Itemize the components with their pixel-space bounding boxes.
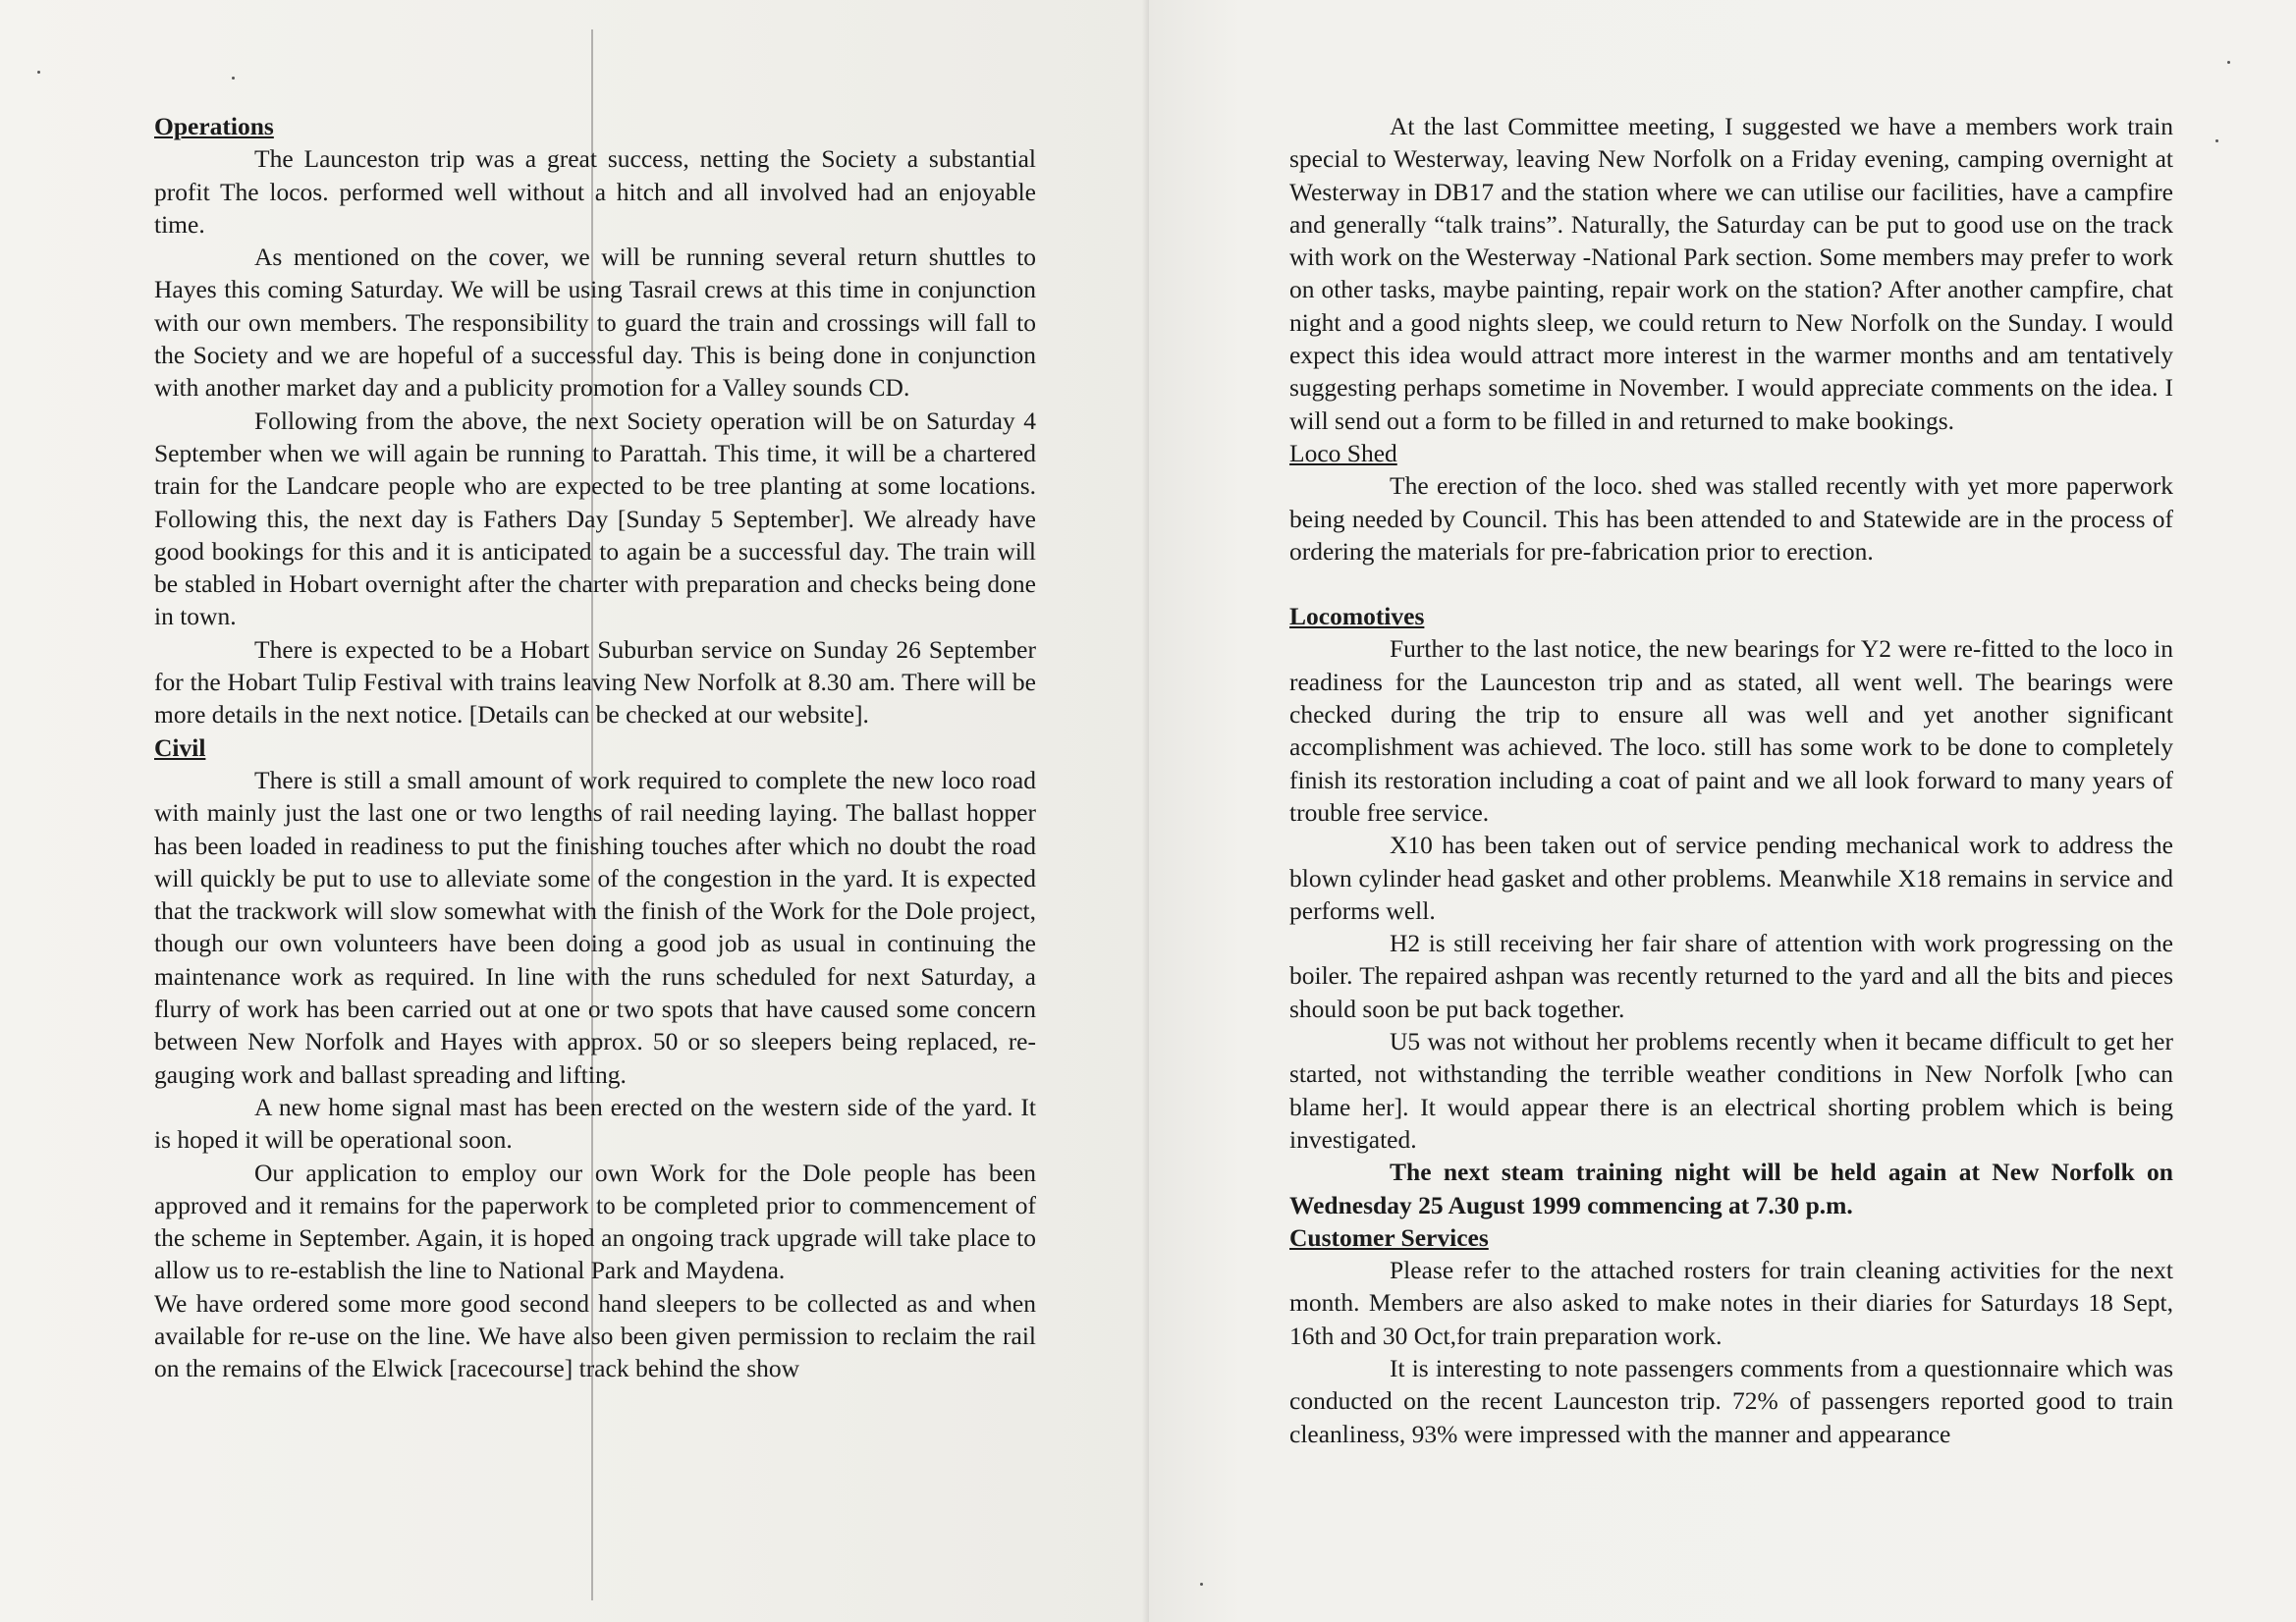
- section-gap: [1289, 568, 2173, 600]
- civil-paragraph: A new home signal mast has been erected on the western side of the yard. It is hoped it will be operational soon.: [154, 1092, 1036, 1155]
- operations-heading: Operations: [154, 112, 274, 140]
- civil-paragraph: There is still a small amount of work required to complete the new loco road with mainly just the last one or two lengths of rail needing laying. The ballast hopper has been loaded in readiness to put the finishing touches after which no doubt the road will quickly be put to use to alleviate some of the congestion in the yard. It is expected that the trackwork will slow somewhat with the finish of the Work for the Dole project, though our own volunteers have been doing a good job as usual in continuing the maintenance work as required. In line with the runs scheduled for next Saturday, a flurry of work has been carried out at one or two spots that have caused some concern between New Norfolk and Hayes with approx. 50 or so sleepers being replaced, re-gauging work and ballast spreading and lifting.: [154, 765, 1036, 1089]
- civil-closing-paragraph: We have ordered some more good second hand sleepers to be collected as and when available for re-use on the line. We have also been given permission to reclaim the rail on the remains of the Elwick [racecourse] track behind the show: [154, 1288, 1036, 1383]
- loco-shed-paragraph: The erection of the loco. shed was stalled recently with yet more paperwork being needed by Council. This has been attended to and Statewide are in the process of ordering the materials for pre-fabrication prior to erection.: [1289, 471, 2173, 566]
- locomotives-paragraph: U5 was not without her problems recently when it became difficult to get her started, not withstanding the terrible weather conditions in New Norfolk [who can blame her]. It would appear there is an electrical shorting problem which is being investigated.: [1289, 1027, 2173, 1154]
- customer-services-paragraph: Please refer to the attached rosters for train cleaning activities for the next month. Members are also asked to make notes in their diaries for Saturdays 18 Sept, 16th and 30 Oct,for train preparation work.: [1289, 1256, 2173, 1350]
- locomotives-heading: Locomotives: [1289, 602, 1425, 631]
- locomotives-paragraph: H2 is still receiving her fair share of attention with work progressing on the boiler. The repaired ashpan was recently returned to the yard and all the bits and pieces should soon be put back together.: [1289, 929, 2173, 1023]
- operations-paragraph: The Launceston trip was a great success, netting the Society a substantial profit The locos. performed well without a hitch and all involved had an enjoyable time.: [154, 144, 1036, 239]
- intro-paragraph: At the last Committee meeting, I suggested we have a members work train special to Westerway, leaving New Norfolk on a Friday evening, camping overnight at Westerway in DB17 and the station where we can utilise our facilities, have a campfire and generally “talk trains”. Naturally, the Saturday can be put to good use on the track with work on the Westerway -National Park section. Some members may prefer to work on other tasks, maybe painting, repair work on the station? After another campfire, chat night and a good nights sleep, we could return to New Norfolk on the Sunday. I would expect this idea would attract more interest in the warmer months and am tentatively suggesting perhaps sometime in November. I would appreciate comments on the idea. I will send out a form to be filled in and returned to make bookings.: [1289, 112, 2173, 435]
- left-column: [154, 110, 1036, 1385]
- civil-paragraph: Our application to employ our own Work for the Dole people has been approved and it remains for the paperwork to be completed prior to commencement of the scheme in September. Again, it is hoped an ongoing track upgrade will take place to allow us to re-establish the line to National Park and Maydena.: [154, 1158, 1036, 1285]
- civil-heading: Civil: [154, 732, 206, 762]
- operations-paragraph: As mentioned on the cover, we will be running several return shuttles to Hayes this coming Saturday. We will be using Tasrail crews at this time in conjunction with our own members. The responsibility to guard the train and crossings will fall to the Society and we are hopeful of a successful day. This is being done in conjunction with another market day and a publicity promotion for a Valley sounds CD.: [154, 243, 1036, 403]
- scan-speck: [2215, 139, 2218, 142]
- scan-speck: [37, 71, 40, 74]
- customer-services-heading: Customer Services: [1289, 1222, 1489, 1252]
- locomotives-paragraph: Further to the last notice, the new bearings for Y2 were re-fitted to the loco in readiness for the Launceston trip and as stated, all went well. The bearings were checked during the trip to ensure all was well and yet another significant accomplishment was achieved. The loco. still has some work to be done to completely finish its restoration including a coat of paint and we all look forward to many years of trouble free service.: [1289, 634, 2173, 827]
- customer-services-paragraph: It is interesting to note passengers comments from a questionnaire which was conducted on the recent Launceston trip. 72% of passengers reported good to train cleanliness, 93% were impressed with the manner and appearance: [1289, 1353, 2173, 1448]
- scan-speck: [2227, 61, 2230, 64]
- right-page: [1149, 0, 2296, 1622]
- right-column: [1289, 110, 2173, 1450]
- operations-paragraph: There is expected to be a Hobart Suburban service on Sunday 26 September for the Hobart Tulip Festival with trains leaving New Norfolk at 8.30 am. There will be more details in the next notice. [Details can be checked at our website].: [154, 634, 1036, 730]
- locomotives-paragraph: X10 has been taken out of service pending mechanical work to address the blown cylinder head gasket and other problems. Meanwhile X18 remains in service and performs well.: [1289, 831, 2173, 925]
- steam-training-notice: The next steam training night will be held again at New Norfolk on Wednesday 25 August 1999 commencing at 7.30 p.m.: [1289, 1158, 2173, 1219]
- scan-speck: [1200, 1583, 1203, 1586]
- scan-speck: [232, 77, 235, 80]
- operations-paragraph: Following from the above, the next Society operation will be on Saturday 4 September when we will again be running to Parattah. This time, it will be a chartered train for the Landcare people who are expected to be tree planting at some locations. Following this, the next day is Fathers Day [Sunday 5 September]. We already have good bookings for this and it is anticipated to again be a successful day. The train will be stabled in Hobart overnight after the charter with preparation and checks being done in town.: [154, 406, 1036, 631]
- loco-shed-heading: Loco Shed: [1289, 438, 1397, 467]
